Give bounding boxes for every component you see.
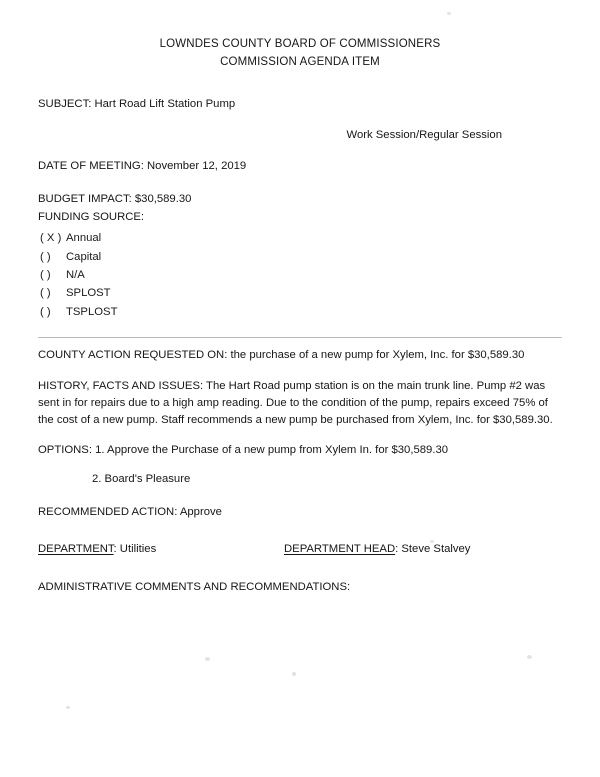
options-item-1: OPTIONS: 1. Approve the Purchase of a new pump from Xylem In. for $30,589.30 [38,444,449,457]
funding-option-capital[interactable] [38,248,562,266]
county-action-requested: COUNTY ACTION REQUESTED ON: the purchase of a new pump for Xylem, Inc. for $30,589.30 [38,348,525,361]
scan-speck [205,657,210,661]
section-divider [38,337,562,338]
department-head-field [284,541,470,558]
department-head-value: : Steve Stalvey [395,543,471,556]
funding-option-splost-label: SPLOST [66,287,111,300]
date-of-meeting: DATE OF MEETING: November 12, 2019 [38,159,247,172]
scan-speck [292,672,296,676]
history-facts-issues: HISTORY, FACTS AND ISSUES: The Hart Road pump station is on the main trunk line. Pump #2 was sent in for repairs due to a high amp reading. Due to the condition of the pump, repairs exceed 75% of the cost of a new pump. Staff recommends a new pump be purchased from Xylem, Inc. for $30,589.30. [38,379,553,427]
funding-option-annual-label: Annual [66,232,102,245]
administrative-comments: ADMINISTRATIVE COMMENTS AND RECOMMENDATIONS: [38,580,351,593]
department-head-label: DEPARTMENT HEAD [284,543,396,556]
recommended-action: RECOMMENDED ACTION: Approve [38,506,222,519]
scan-speck [430,540,434,543]
scan-speck [447,12,451,15]
scan-speck [66,706,70,709]
session-type: Work Session/Regular Session [346,128,502,141]
funding-source-list [38,229,562,320]
funding-option-annual-mark: ( X ) [40,232,62,245]
subject-line: SUBJECT: Hart Road Lift Station Pump [38,97,236,110]
budget-impact: BUDGET IMPACT: $30,589.30 [38,193,192,206]
funding-option-capital-mark: ( ) [40,250,51,263]
funding-option-capital-label: Capital [66,250,102,263]
options-item-2: 2. Board's Pleasure [92,473,191,486]
header-line-1: LOWNDES COUNTY BOARD OF COMMISSIONERS [159,38,441,50]
funding-option-na-mark: ( ) [40,268,51,281]
funding-option-splost[interactable] [38,284,562,302]
header-line-2: COMMISSION AGENDA ITEM [220,55,380,68]
department-label: DEPARTMENT [38,543,114,556]
funding-option-tsplost[interactable] [38,303,562,321]
department-row [38,541,562,558]
scan-speck [527,655,532,659]
funding-option-annual[interactable] [38,229,562,247]
department-field [38,541,284,558]
funding-option-tsplost-mark: ( ) [40,305,51,318]
funding-option-na-label: N/A [66,268,85,281]
funding-option-splost-mark: ( ) [40,287,51,300]
department-value: : Utilities [113,543,157,556]
funding-source-label: FUNDING SOURCE: [38,211,145,224]
document-header [38,36,562,72]
funding-option-tsplost-label: TSPLOST [66,305,118,318]
funding-option-na[interactable] [38,266,562,284]
